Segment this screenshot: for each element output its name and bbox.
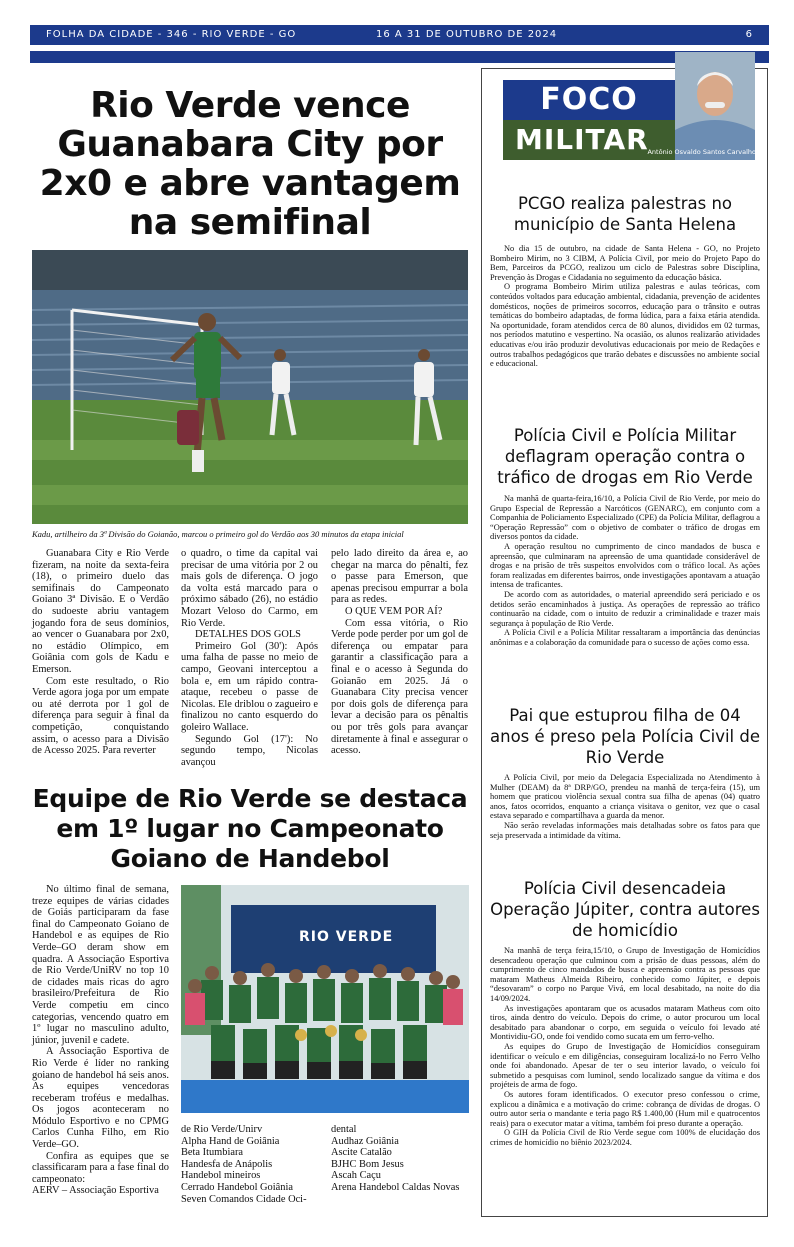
issue-date: 16 A 31 DE OUTUBRO DE 2024: [376, 29, 558, 40]
columnist-name: Antônio Osvaldo Santos Carvalho: [647, 148, 756, 156]
list-item: dental: [331, 1124, 357, 1135]
list-item: Alpha Hand de Goiânia: [181, 1135, 280, 1147]
list-item: BJHC Bom Jesus: [331, 1158, 404, 1170]
news2-body: [490, 494, 760, 648]
list-item: Audhaz Goiânia: [331, 1135, 399, 1147]
paragraph: As investigações apontaram que os acusados mataram Matheus com oito tiros, ainda dentro do veículo. Depois do crime, o autor procurou um local desabitado para abandonar o corpo, em seguida o veículo foi levado até Montividiu-GO, onde foi vendido como sucata em um ferro-velho.: [490, 1003, 760, 1042]
subheading: DETALHES DOS GOLS: [195, 629, 301, 641]
list-item: Cerrado Handebol Goiânia: [181, 1181, 293, 1193]
columnist-portrait: [675, 52, 755, 160]
list-item: de Rio Verde/Unirv: [181, 1124, 263, 1135]
paragraph: Na manhã de terça feira,15/10, o Grupo de Investigação de Homicídios desencadeou operação que culminou com a prisão de duas pessoas, além do cumprimento de cinco mandados de busca e apreensão contra as pessoas que mataram Matheus Almeida Ribeiro, conhecido como Júpiter, e depois “desovaram” o corpo no Parque Vivá, em local desabitado, na noite do dia 14/09/2024.: [490, 946, 760, 1003]
news4-body: [490, 946, 760, 1147]
paragraph: No último final de semana, treze equipes de várias cidades de Goiás participaram da fase final do Campeonato Goiano de Handebol e as equipes de Rio Verde–GO deram show em quadra. A Associação Esportiva de Rio Verde/UniRV no top 10 de cidades mais ricas do agro brasileiro/Prefeitura de Rio Verde competiu em cinco categorias, vencendo quatro em 1º lugar no masculino adulto, júnior, juvenil e cadete.: [32, 884, 169, 1046]
list-item: Arena Handebol Caldas Novas: [331, 1181, 460, 1193]
logo-foco: FOCO: [503, 80, 675, 120]
logo-militar: MILITAR: [503, 120, 675, 160]
article1-column-3: [331, 548, 468, 757]
paragraph: O GIH da Polícia Civil de Rio Verde segue com 100% de elucidação dos crimes de homicídio no biênio 2023/2024.: [490, 1128, 760, 1147]
paragraph: A Polícia Civil, por meio da Delegacia Especializada no Atendimento à Mulher (DEAM) da 8ª DRP/GO, prendeu na manhã de terça-feira (15), um homem que praticou violência sexual contra sua filha de apenas (04) quatro anos, fatos ocorridos, enquanto a criança visitava o genitor, vez que o casal estava separado e compartilhava a guarda da menor.: [490, 773, 760, 821]
paper-name: FOLHA DA CIDADE - 346 - RIO VERDE - GO: [46, 29, 297, 40]
paragraph: Guanabara City e Rio Verde fizeram, na noite da sexta-feira (18), o primeiro duelo das semifinais do Campeonato Goiano 3ª Divisão. E o Verdão do sudoeste abriu vantagem jogando fora de seus domínios, ao vencer o Guanabara por 2x0, no estádio Olímpico, em Goiânia com gols de Kadu e Emerson.: [32, 548, 169, 675]
masthead-bar: [30, 25, 769, 45]
paragraph: Com este resultado, o Rio Verde agora joga por um empate ou até derrota por 1 gol de diferença para seguir à final da competição, conquistando assim, o acesso para a Divisão de Acesso 2025. Para reverter: [32, 675, 169, 757]
football-photo: [32, 250, 468, 524]
list-item: Ascite Catalão: [331, 1147, 392, 1159]
paragraph: Na manhã de quarta-feira,16/10, a Polícia Civil de Rio Verde, por meio do Grupo Especial de Repressão a Narcóticos (GENARC), em conjunto com a Companhia de Policiamento Especializado (CPE) da Polícia Militar, deflagrou a “Operação Repressão” com o objetivo de combater o tráfico de drogas em diversos pontos da cidade.: [490, 494, 760, 542]
article2-headline: Equipe de Rio Verde se destaca em 1º lugar no Campeonato Goiano de Handebol: [32, 784, 468, 873]
news1-body: [490, 244, 760, 369]
news2-headline: Polícia Civil e Polícia Militar deflagram operação contra o tráfico de drogas em Rio Verde: [497, 426, 753, 487]
team-list-column-3: [331, 1124, 471, 1194]
news1-headline: PCGO realiza palestras no município de Santa Helena: [513, 194, 737, 234]
paragraph: A Polícia Civil e a Polícia Militar ressaltaram a importância das denúncias anônimas e a colaboração da comunidade para o sucesso de ações como essa.: [490, 628, 760, 647]
paragraph: Com essa vitória, o Rio Verde pode perder por um gol de diferença ou empatar para garantir a classificação para a final e o acesso à Segunda do Goianão em 2025. Já o Guanabara City precisa vencer por dois gols de diferença para levar a decisão para os pênaltis ou por três gols para avançar diretamente à final e assegurar o acesso.: [331, 617, 468, 757]
article1-column-2: [181, 548, 318, 768]
list-item: Beta Itumbiara: [181, 1147, 244, 1159]
article1-column-1: [32, 548, 169, 757]
paragraph: Não serão reveladas informações mais detalhadas sobre os fatos para que seja preservada a intimidade da vítima.: [490, 820, 760, 840]
banner-text: RIO VERDE: [299, 929, 394, 945]
paragraph: pelo lado direito da área e, ao chegar na marca do pênalti, fez o passe para Emerson, que apenas precisou empurrar a bola para as redes.: [331, 548, 468, 606]
subheading: O QUE VEM POR AÍ?: [345, 605, 443, 617]
divider-bar: [30, 51, 769, 63]
news3-headline: Pai que estuprou filha de 04 anos é preso pela Polícia Civil de Rio Verde: [490, 706, 760, 767]
handball-team-photo: [181, 885, 469, 1113]
paragraph: A Associação Esportiva de Rio Verde é líder no ranking goiano de handebol há seis anos. As equipes vencedoras receberam troféus e medalhas. Os jogos aconteceram no Módulo Esportivo e no CPMG Carlos Cunha Filho, em Rio Verde–GO.: [32, 1046, 169, 1151]
article2-column-1: [32, 884, 169, 1197]
paragraph: As equipes do Grupo de Investigação de Homicídios conseguiram identificar o veículo e em diligências, conseguiram localizá-lo no Ferro Velho onde foi abandonado. Apesar de ter o seu interior lavado, o veículo foi submetido a pesquisas com luminol, sendo localizado sangue da vítima e dos projéteis de arma de fogo.: [490, 1041, 760, 1090]
list-item: Handebol mineiros: [181, 1170, 261, 1182]
list-item: Ascah Caçu: [331, 1170, 381, 1182]
page-number: 6: [745, 29, 753, 40]
article1-headline: Rio Verde vence Guanabara City por 2x0 e abre vantagem na semifinal: [39, 85, 461, 243]
list-item: Handesfa de Anápolis: [181, 1158, 273, 1170]
paragraph: De acordo com as autoridades, o material apreendido será periciado e os detidos serão encaminhados à justiça. As operações de repressão ao tráfico continuarão na cidade, com o intuito de reduzir a criminalidade e trazer mais segurança à população de Rio Verde.: [490, 589, 760, 628]
list-item: Seven Comandos Cidade Oci-: [181, 1193, 307, 1205]
news4-headline: Polícia Civil desencadeia Operação Júpiter, contra autores de homicídio: [490, 879, 760, 940]
paragraph: Confira as equipes que se classificaram para a fase final do campeonato:: [32, 1150, 169, 1185]
paragraph: A operação resultou no cumprimento de cinco mandados de busca e apreensão, que culminaram na apreensão de uma quantidade considerável de drogas e na prisão de três suspeitos envolvidos com o tráfico local. As ações foram realizadas em diferentes bairros, onde investigações apontavam a atuação intensa de traficantes.: [490, 541, 760, 590]
paragraph: AERV – Associação Esportiva: [32, 1185, 159, 1197]
paragraph: No dia 15 de outubro, na cidade de Santa Helena - GO, no Projeto Bombeiro Mirim, no 3 CIBM, A Polícia Civil, por meio do Projeto Papo do Bem, Parceiros da PCGO, realizou um ciclo de Palestras sobre Disciplina, Prevenção às Drogas e Cidadania no seguimento da educação básica.: [490, 244, 760, 282]
paragraph: Primeiro Gol (30'): Após uma falha de passe no meio de campo, Geovani interceptou a bola e, em um rápido contra-ataque, recebeu o passe de Nicolas. Ele driblou o zagueiro e finalizou no canto esquerdo do goleiro Wallace.: [181, 640, 318, 733]
paragraph: Segundo Gol (17'): No segundo tempo, Nicolas avançou: [181, 733, 318, 768]
news3-body: [490, 773, 760, 840]
paragraph: o quadro, o time da capital vai precisar de uma vitória por 2 ou mais gols de diferença. O jogo da volta está marcado para o próximo sábado (26), no estádio Mozart Veloso do Carmo, em Rio Verde.: [181, 548, 318, 629]
photo-caption: Kadu, artilheiro da 3ª Divisão do Goianão, marcou o primeiro gol do Verdão aos 30 minutos da etapa inicial: [32, 529, 404, 539]
team-list-column-2: [181, 1124, 318, 1205]
paragraph: Os autores foram identificados. O executor preso confessou o crime, explicou a dinâmica e a motivação do crime: cobrança de dívidas de drogas. O outro autor seria o mandante e teria pago R$ 1.400,00 (Hum mil e quatrocentos reais) para o executor matar a vítima, também foi preso durante a operação.: [490, 1089, 760, 1128]
paragraph: O programa Bombeiro Mirim utiliza palestras e aulas teóricas, com conteúdos voltados para educação ambiental, cidadania, prevenção de acidentes domésticos, noções de primeiros socorros, educação para o trânsito e outras temáticas do bombeiro adaptadas, de forma lúdica, para a faixa etária atendida. Na oportunidade, foram atendidos cerca de 80 alunos, divididos em 02 turmas, nos períodos matutino e vespertino. Na ocasião, os alunos realizarão atividades educativas e/ou irão produzir devolutivas educacionais por meio de Redações e outros trabalhos pedagógicos que trarão debates e discussões no ambiente social e educacional.: [490, 282, 760, 369]
